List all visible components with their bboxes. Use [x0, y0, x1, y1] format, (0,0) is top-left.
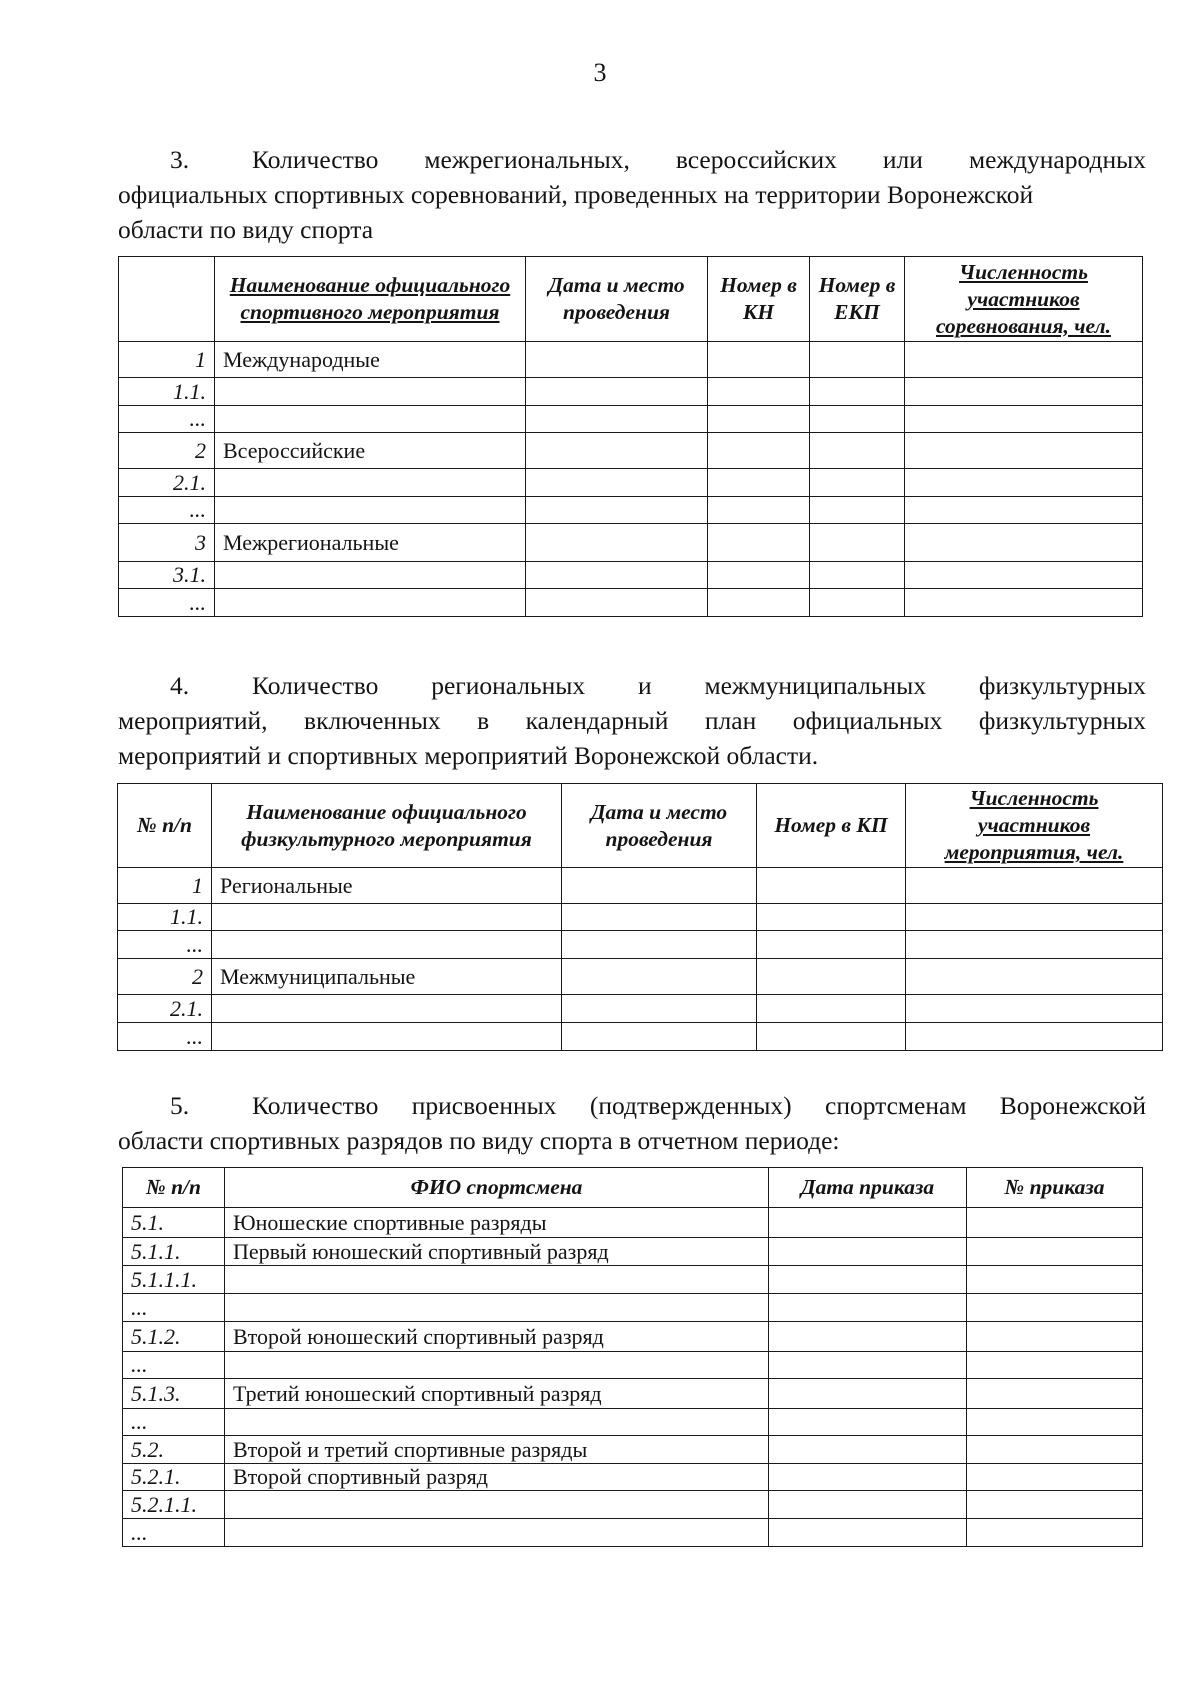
empty-cell: [810, 406, 905, 433]
section-4-line-2: мероприятий, включенных в календарный план официальных физкультурных: [118, 706, 1146, 735]
empty-cell: [708, 433, 810, 469]
section-3-line-3: области по виду спорта: [118, 215, 374, 244]
section-5-line-1-text: Количество присвоенных (подтвержденных) спортсменам Воронежской: [252, 1091, 1146, 1120]
header-number: [119, 257, 215, 342]
header-event-name: Наименование официального спортивного мероприятия: [215, 257, 526, 342]
empty-cell: [708, 497, 810, 524]
sport-events-table-body: [118, 868, 1163, 1051]
header-order-date: Дата приказа: [769, 1168, 967, 1208]
empty-cell: [906, 931, 1163, 959]
table-row: [123, 1519, 1143, 1547]
row-number: 5.1.1.: [123, 1238, 225, 1266]
table-row: [118, 931, 1163, 959]
empty-cell: [810, 497, 905, 524]
row-name: [225, 1519, 769, 1547]
section-3-line-1: [118, 142, 1146, 177]
table-header-row: [123, 1168, 1143, 1208]
empty-cell: [757, 1023, 906, 1051]
table-row: [123, 1464, 1143, 1491]
empty-cell: [757, 959, 906, 995]
row-number: ...: [119, 406, 215, 433]
table-header-row: [118, 784, 1163, 868]
empty-cell: [967, 1409, 1143, 1436]
header-kp-number: Номер в КП: [757, 784, 906, 868]
empty-cell: [967, 1322, 1143, 1352]
section-3-line-1-text: Количество межрегиональных, всероссийских или международных: [252, 145, 1146, 174]
sport-events-table: [117, 783, 1163, 1051]
section-3-paragraph: [118, 142, 1146, 247]
row-number: ...: [123, 1519, 225, 1547]
row-name: [215, 497, 526, 524]
row-number: 3.1.: [119, 562, 215, 589]
row-name: [212, 1023, 562, 1051]
header-number: № п/п: [123, 1168, 225, 1208]
empty-cell: [810, 378, 905, 406]
row-name: [212, 904, 562, 931]
header-date-place: Дата и место проведения: [526, 257, 708, 342]
row-name: [215, 562, 526, 589]
empty-cell: [708, 562, 810, 589]
empty-cell: [769, 1491, 967, 1519]
table-row: [123, 1238, 1143, 1266]
row-number: 2.1.: [119, 469, 215, 497]
row-number: ...: [118, 1023, 212, 1051]
row-name: [215, 378, 526, 406]
empty-cell: [967, 1379, 1143, 1409]
section-4-line-1-text: Количество региональных и межмуниципальных физкультурных: [252, 671, 1146, 700]
table-row: [119, 562, 1143, 589]
empty-cell: [905, 524, 1143, 562]
empty-cell: [769, 1464, 967, 1491]
row-number: 5.1.3.: [123, 1379, 225, 1409]
header-date-place: Дата и место проведения: [562, 784, 757, 868]
table-row: [123, 1322, 1143, 1352]
empty-cell: [526, 342, 708, 378]
row-number: 5.2.: [123, 1436, 225, 1464]
row-name: [225, 1294, 769, 1322]
section-4-number: 4.: [170, 671, 190, 700]
empty-cell: [967, 1208, 1143, 1238]
row-number: 5.2.1.1.: [123, 1491, 225, 1519]
table-row: [119, 524, 1143, 562]
empty-cell: [810, 469, 905, 497]
empty-cell: [810, 524, 905, 562]
row-number: 2.1.: [118, 995, 212, 1023]
row-number: 2: [118, 959, 212, 995]
empty-cell: [905, 433, 1143, 469]
row-number: ...: [118, 931, 212, 959]
empty-cell: [967, 1294, 1143, 1322]
empty-cell: [905, 342, 1143, 378]
table-row: [123, 1266, 1143, 1294]
empty-cell: [906, 904, 1163, 931]
row-number: 1: [119, 342, 215, 378]
empty-cell: [526, 378, 708, 406]
empty-cell: [906, 995, 1163, 1023]
empty-cell: [708, 406, 810, 433]
header-kn-number: Номер в КН: [708, 257, 810, 342]
row-name: Юношеские спортивные разряды: [225, 1208, 769, 1238]
empty-cell: [769, 1266, 967, 1294]
table-row: [123, 1294, 1143, 1322]
empty-cell: [769, 1352, 967, 1379]
empty-cell: [526, 524, 708, 562]
table-row: [119, 342, 1143, 378]
row-number: 3: [119, 524, 215, 562]
sport-ranks-table-body: [123, 1208, 1143, 1547]
empty-cell: [769, 1294, 967, 1322]
section-5-paragraph: [118, 1088, 1146, 1158]
page-number: 3: [593, 58, 607, 87]
empty-cell: [967, 1491, 1143, 1519]
row-number: 5.1.2.: [123, 1322, 225, 1352]
competitions-table-body: [119, 342, 1143, 617]
empty-cell: [526, 406, 708, 433]
header-event-name: Наименование официального физкультурного мероприятия: [212, 784, 562, 868]
header-order-number: № приказа: [967, 1168, 1143, 1208]
row-name: Второй юношеский спортивный разряд: [225, 1322, 769, 1352]
table-row: [119, 378, 1143, 406]
empty-cell: [967, 1352, 1143, 1379]
empty-cell: [708, 589, 810, 617]
empty-cell: [769, 1379, 967, 1409]
row-number: 5.1.: [123, 1208, 225, 1238]
table-row: [123, 1208, 1143, 1238]
table-header-row: [119, 257, 1143, 342]
row-number: ...: [123, 1294, 225, 1322]
empty-cell: [810, 562, 905, 589]
empty-cell: [906, 1023, 1163, 1051]
table-row: [118, 1023, 1163, 1051]
empty-cell: [562, 931, 757, 959]
row-name: Всероссийские: [215, 433, 526, 469]
empty-cell: [967, 1238, 1143, 1266]
empty-cell: [905, 406, 1143, 433]
row-name: Второй и третий спортивные разряды: [225, 1436, 769, 1464]
row-name: [225, 1352, 769, 1379]
header-participants: Численность участников мероприятия, чел.: [906, 784, 1163, 868]
empty-cell: [967, 1266, 1143, 1294]
empty-cell: [905, 562, 1143, 589]
table-row: [119, 589, 1143, 617]
table-row: [119, 469, 1143, 497]
empty-cell: [905, 378, 1143, 406]
header-participants: Численность участников соревнования, чел.: [905, 257, 1143, 342]
row-number: 5.1.1.1.: [123, 1266, 225, 1294]
empty-cell: [769, 1436, 967, 1464]
row-number: 5.2.1.: [123, 1464, 225, 1491]
empty-cell: [810, 342, 905, 378]
table-row: [119, 497, 1143, 524]
row-number: ...: [119, 589, 215, 617]
row-number: 1: [118, 868, 212, 904]
row-name: [225, 1491, 769, 1519]
empty-cell: [757, 931, 906, 959]
empty-cell: [906, 868, 1163, 904]
header-ekp-number: Номер в ЕКП: [810, 257, 905, 342]
row-name: [212, 995, 562, 1023]
row-name: Международные: [215, 342, 526, 378]
section-3-number: 3.: [170, 145, 190, 174]
row-name: [225, 1409, 769, 1436]
row-name: Региональные: [212, 868, 562, 904]
competitions-table: [118, 256, 1143, 617]
row-number: ...: [123, 1352, 225, 1379]
empty-cell: [526, 469, 708, 497]
row-name: Межмуниципальные: [212, 959, 562, 995]
section-5-line-1: [118, 1088, 1146, 1123]
empty-cell: [562, 1023, 757, 1051]
section-5-line-2: области спортивных разрядов по виду спорта в отчетном периоде:: [118, 1126, 840, 1155]
table-row: [123, 1409, 1143, 1436]
empty-cell: [967, 1519, 1143, 1547]
header-athlete-name: ФИО спортсмена: [225, 1168, 769, 1208]
empty-cell: [905, 469, 1143, 497]
section-4-line-1: [118, 668, 1146, 703]
row-name: Первый юношеский спортивный разряд: [225, 1238, 769, 1266]
empty-cell: [769, 1208, 967, 1238]
row-name: [215, 406, 526, 433]
empty-cell: [905, 497, 1143, 524]
empty-cell: [757, 995, 906, 1023]
empty-cell: [708, 378, 810, 406]
empty-cell: [967, 1436, 1143, 1464]
empty-cell: [526, 433, 708, 469]
section-3-line-2: официальных спортивных соревнований, проведенных на территории Воронежской: [118, 180, 1034, 209]
table-row: [118, 868, 1163, 904]
empty-cell: [769, 1519, 967, 1547]
table-row: [123, 1491, 1143, 1519]
sport-ranks-table: [122, 1167, 1143, 1547]
section-4-line-3: мероприятий и спортивных мероприятий Воронежской области.: [118, 741, 819, 770]
row-number: 1.1.: [118, 904, 212, 931]
row-name: [225, 1266, 769, 1294]
empty-cell: [526, 589, 708, 617]
empty-cell: [562, 995, 757, 1023]
table-row: [123, 1436, 1143, 1464]
empty-cell: [757, 868, 906, 904]
empty-cell: [769, 1322, 967, 1352]
section-5-number: 5.: [170, 1091, 190, 1120]
row-name: Второй спортивный разряд: [225, 1464, 769, 1491]
empty-cell: [757, 904, 906, 931]
empty-cell: [708, 524, 810, 562]
table-row: [118, 959, 1163, 995]
row-name: [215, 469, 526, 497]
table-row: [119, 433, 1143, 469]
table-row: [123, 1352, 1143, 1379]
empty-cell: [708, 469, 810, 497]
table-row: [123, 1379, 1143, 1409]
empty-cell: [810, 589, 905, 617]
empty-cell: [967, 1464, 1143, 1491]
row-name: [215, 589, 526, 617]
row-name: Межрегиональные: [215, 524, 526, 562]
row-number: 1.1.: [119, 378, 215, 406]
table-row: [118, 995, 1163, 1023]
row-number: ...: [123, 1409, 225, 1436]
empty-cell: [708, 342, 810, 378]
table-row: [119, 406, 1143, 433]
row-number: ...: [119, 497, 215, 524]
empty-cell: [562, 959, 757, 995]
row-name: [212, 931, 562, 959]
empty-cell: [526, 562, 708, 589]
row-number: 2: [119, 433, 215, 469]
empty-cell: [769, 1238, 967, 1266]
empty-cell: [810, 433, 905, 469]
empty-cell: [905, 589, 1143, 617]
row-name: Третий юношеский спортивный разряд: [225, 1379, 769, 1409]
empty-cell: [562, 904, 757, 931]
empty-cell: [526, 497, 708, 524]
table-row: [118, 904, 1163, 931]
empty-cell: [769, 1409, 967, 1436]
empty-cell: [562, 868, 757, 904]
empty-cell: [906, 959, 1163, 995]
section-4-paragraph: [118, 668, 1146, 773]
header-number: № п/п: [118, 784, 212, 868]
